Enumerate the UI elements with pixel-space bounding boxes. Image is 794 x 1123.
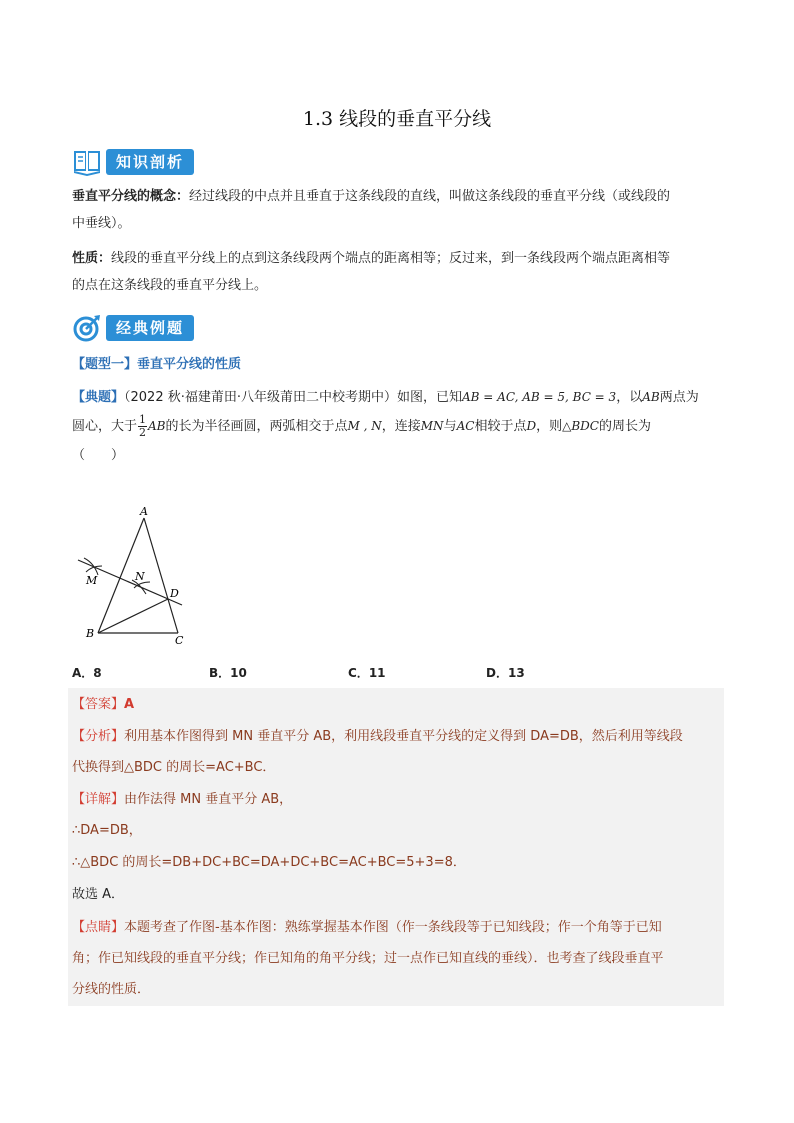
option-value: 11	[368, 666, 386, 680]
segment-ab: AB	[642, 390, 660, 404]
concept-line1: 经过线段的中点并且垂直于这条线段的直线，叫做这条线段的垂直平分线（或线段的	[189, 189, 671, 204]
option-letter: A．	[72, 666, 94, 680]
text: ，则	[536, 419, 563, 434]
section-label: 知识剖析	[106, 149, 194, 175]
analysis-tag: 【分析】	[72, 729, 125, 744]
comment-line3: 分线的性质．	[72, 982, 151, 997]
property-line1: 线段的垂直平分线上的点到这条线段两个端点的距离相等；反过来，到一条线段两个端点距离相等	[111, 251, 671, 266]
triangle-figure	[72, 500, 192, 650]
fraction-denominator: 2	[139, 426, 147, 439]
option-b[interactable]	[209, 664, 247, 681]
section-label: 经典例题	[106, 315, 194, 341]
option-a[interactable]	[72, 664, 102, 681]
analysis-line2: 代换得到△BDC 的周长=AC+BC．	[72, 760, 276, 775]
option-value: 13	[507, 666, 525, 680]
detail-line3: ∴△BDC 的周长=DB+DC+BC=DA+DC+BC=AC+BC=5+3=8．	[72, 855, 466, 870]
text: 圆心，大于	[72, 419, 138, 434]
option-value: 10	[230, 666, 247, 680]
option-d[interactable]	[486, 664, 525, 681]
comment-text: 本题考查了作图-基本作图：熟练掌握基本作图（作一条线段等于已知线段；作一个角等于已知	[124, 920, 662, 935]
property-label: 性质：	[72, 251, 112, 266]
text: ，连接	[381, 419, 421, 434]
problem-tag: 【典题】	[72, 390, 125, 405]
segment-ab: AB	[148, 419, 166, 433]
label-a: A	[140, 505, 148, 518]
label-m: M	[86, 574, 98, 587]
comment-line1	[72, 912, 722, 943]
side-ac	[144, 518, 178, 633]
type-title: 【题型一】垂直平分线的性质	[72, 357, 242, 372]
comment-tag: 【点睛】	[72, 920, 125, 935]
option-value: 8	[93, 666, 102, 680]
label-d: D	[170, 587, 179, 600]
answer-value: A	[124, 697, 135, 712]
target-icon	[72, 313, 102, 343]
answer-options	[72, 664, 672, 684]
problem-statement	[72, 383, 724, 470]
points-mn: M , N	[347, 419, 382, 433]
text: ，以	[616, 390, 643, 405]
detail-line1	[72, 784, 722, 815]
segment-mn: MN	[420, 419, 444, 433]
open-book-icon	[72, 147, 102, 177]
option-c[interactable]	[348, 664, 386, 681]
text: 与	[443, 419, 457, 434]
fraction-numerator: 1	[139, 413, 147, 426]
property-line2: 的点在这条线段的垂直平分线上。	[72, 278, 268, 293]
concept-line2: 中垂线）。	[72, 216, 131, 231]
problem-source: （2022 秋·福建莆田·八年级莆田二中校考期中）如图，已知	[124, 390, 462, 405]
concept-label: 垂直平分线的概念：	[72, 189, 190, 204]
condition: AB = AC, AB = 5, BC = 3	[462, 390, 617, 404]
label-n: N	[135, 570, 145, 583]
page-title: 1.3 线段的垂直平分线	[302, 108, 492, 130]
property-paragraph	[72, 245, 724, 299]
answer-tag: 【答案】	[72, 697, 125, 712]
answer-line	[72, 689, 722, 720]
comment-line2: 角；作已知线段的垂直平分线；作已知角的角平分线；过一点作已知直线的垂线）．也考查了线段垂直平	[72, 951, 664, 966]
text: 相较于点	[474, 419, 527, 434]
option-letter: D．	[486, 666, 508, 680]
concept-paragraph	[72, 183, 724, 237]
segment-ac: AC	[456, 419, 475, 433]
answer-blank: （ ）	[72, 448, 125, 463]
detail-text: 由作法得 MN 垂直平分 AB，	[124, 792, 293, 807]
section-header-knowledge	[72, 147, 194, 177]
analysis-text: 利用基本作图得到 MN 垂直平分 AB，利用线段垂直平分线的定义得到 DA=DB，然后利用等线段	[124, 729, 683, 744]
detail-tag: 【详解】	[72, 792, 125, 807]
triangle-bdc: △BDC	[562, 419, 599, 433]
point-d: D	[526, 419, 537, 433]
detail-line4: 故选 A．	[72, 887, 125, 902]
fraction-half	[138, 414, 147, 439]
text: 两点为	[659, 390, 699, 405]
section-header-examples	[72, 313, 194, 343]
segment-bd	[98, 599, 168, 633]
text: 的长为半径画圆，两弧相交于点	[165, 419, 348, 434]
label-b: B	[86, 627, 95, 640]
option-letter: C．	[348, 666, 369, 680]
option-letter: B．	[209, 666, 231, 680]
text: 的周长为	[598, 419, 651, 434]
detail-line2: ∴DA=DB，	[72, 823, 142, 838]
analysis-line1	[72, 721, 722, 752]
label-c: C	[175, 634, 184, 647]
